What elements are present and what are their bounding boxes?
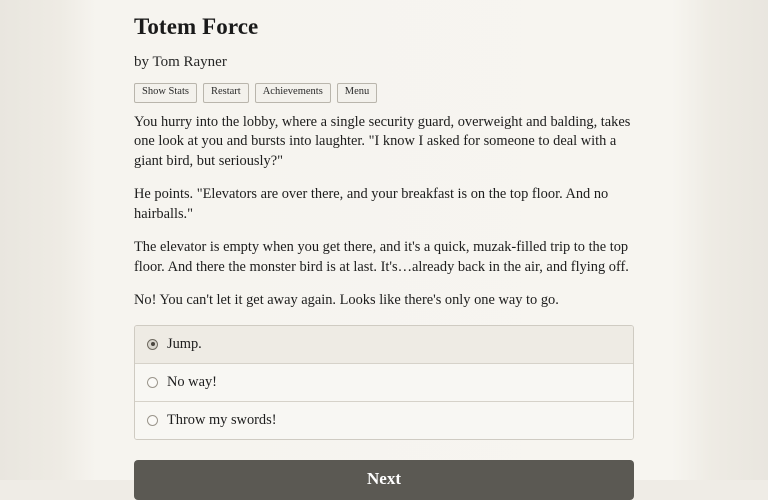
page-title: Totem Force — [134, 14, 259, 39]
game-toolbar — [120, 71, 648, 103]
story-paragraph: No! You can't let it get away again. Looks like there's only one way to go. — [134, 292, 559, 308]
choice-option[interactable] — [135, 402, 633, 439]
show-stats-button[interactable]: Show Stats — [134, 83, 197, 103]
choice-label: Jump. — [167, 335, 202, 352]
story-container — [120, 0, 648, 488]
story-paragraph: The elevator is empty when you get there, and it's a quick, muzak-filled trip to the top floor. And there the monster bird is at last. It's…already back in the air, and flying off. — [134, 239, 629, 275]
radio-unselected-icon[interactable] — [147, 415, 158, 426]
radio-unselected-icon[interactable] — [147, 377, 158, 388]
story-paragraph: He points. "Elevators are over there, and your breakfast is on the top floor. And no hairballs." — [134, 186, 609, 222]
story-text — [120, 103, 648, 311]
choice-list — [134, 325, 634, 440]
achievements-button[interactable]: Achievements — [255, 83, 331, 103]
restart-button[interactable]: Restart — [203, 83, 249, 103]
choice-label: Throw my swords! — [167, 411, 277, 428]
next-button[interactable]: Next — [134, 460, 634, 500]
choice-option[interactable] — [135, 326, 633, 364]
story-paragraph: You hurry into the lobby, where a single security guard, overweight and balding, takes one look at you and bursts into laughter. "I know I asked for someone to deal with a giant bird, but seriously?" — [134, 113, 631, 169]
choice-option[interactable] — [135, 364, 633, 402]
menu-button[interactable]: Menu — [337, 83, 378, 103]
author-byline: by Tom Rayner — [134, 54, 227, 70]
choice-label: No way! — [167, 373, 217, 390]
radio-selected-icon[interactable] — [147, 339, 158, 350]
